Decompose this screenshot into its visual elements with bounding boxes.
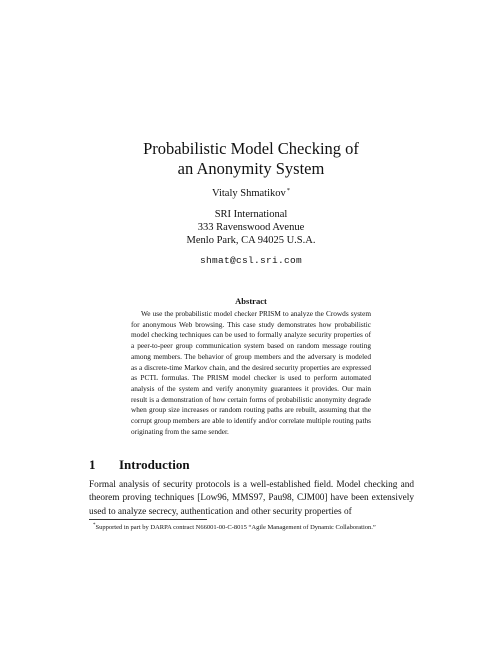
- affiliation-city: Menlo Park, CA 94025 U.S.A.: [186, 235, 316, 246]
- abstract-body: We use the probabilistic model checker PRISM to analyze the Crowds system for anonymous Web browsing. This case study demonstrates how probabilistic model checking techniques can be used to formally analyze security properties of a peer-to-peer group communication system based on random message routing among members. The behavior of group members and the adversary is modeled as a discrete-time Markov chain, and the desired security properties are expressed as PCTL formulas. The PRISM model checker is used to perform automated analysis of the system and verify anonymity guarantees it provides. Our main result is a demonstration of how certain forms of probabilistic anonymity degrade when group size increases or random routing paths are rebuilt, assuming that the corrupt group members are able to identify and/or correlate multiple routing paths originating from the same sender.: [131, 309, 371, 436]
- affiliation: [0, 208, 502, 247]
- author-footnote-mark: *: [286, 187, 290, 194]
- affiliation-street: 333 Ravenswood Avenue: [197, 222, 305, 233]
- author-email: shmat@csl.sri.com: [199, 255, 302, 266]
- footnote-rule: [89, 519, 207, 520]
- author-name: Vitaly Shmatikov: [212, 188, 286, 199]
- section-title: Introduction: [119, 457, 190, 472]
- author-line: [0, 184, 502, 200]
- paper-title: [0, 139, 502, 179]
- affiliation-org: SRI International: [214, 209, 288, 220]
- footnote-mark: *: [93, 523, 96, 528]
- section-body: Formal analysis of security protocols is a well-established field. Model checking and theorem proving techniques [Low96, MMS97, Pau98, CJM00] have been extensively used to analyze secrecy, authentication and other security properties of: [89, 480, 414, 517]
- footnote: [89, 521, 414, 532]
- section-heading: [89, 457, 190, 473]
- title-line-2: an Anonymity System: [177, 159, 325, 178]
- abstract-heading: Abstract: [235, 296, 267, 306]
- section-number: 1: [89, 457, 96, 472]
- title-line-1: Probabilistic Model Checking of: [143, 139, 359, 158]
- footnote-text: Supported in part by DARPA contract N66001-00-C-8015 “Agile Management of Dynamic Collaboration.”: [95, 524, 376, 531]
